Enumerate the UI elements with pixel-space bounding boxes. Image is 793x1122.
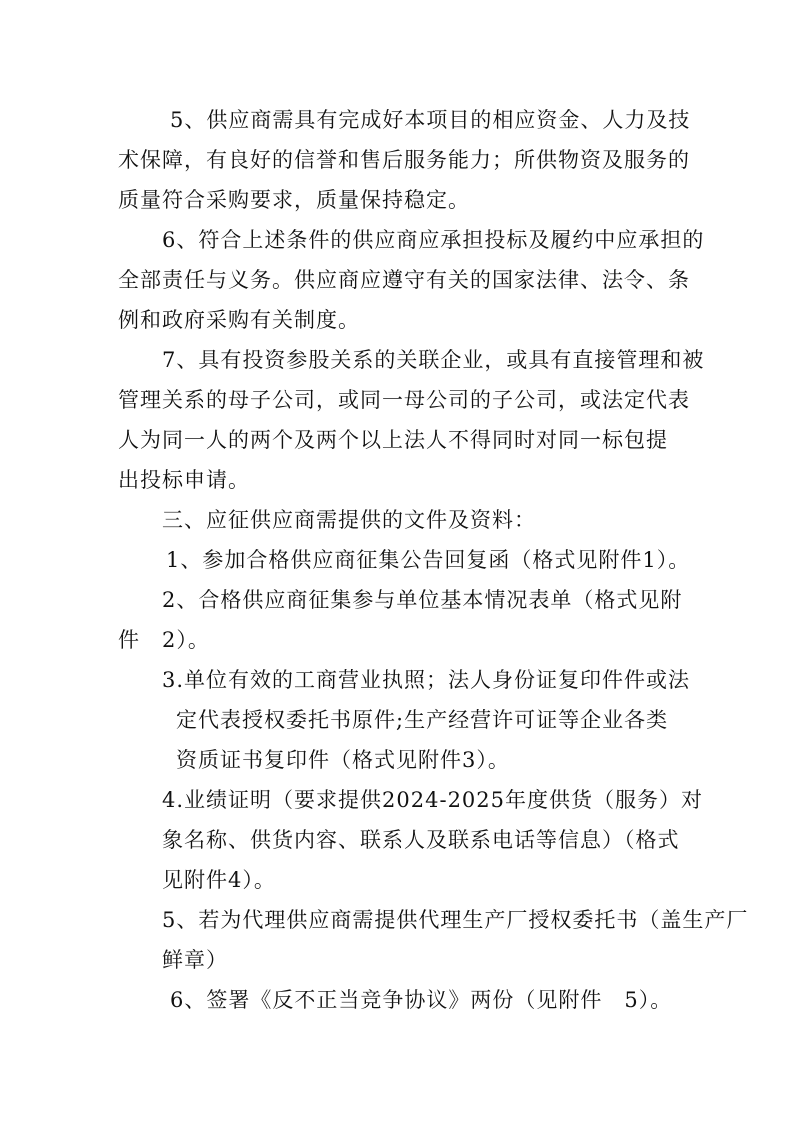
section-heading-required-documents	[162, 500, 536, 540]
text-line: 鲜章）	[162, 948, 228, 972]
list-item-business-license	[162, 660, 690, 780]
paragraph-supplier-capability	[118, 100, 690, 220]
text-line: 出投标申请。	[118, 468, 250, 492]
text-line: 3.单位有效的工商营业执照；法人身份证复印件件或法	[162, 668, 691, 692]
text-line: 5、供应商需具有完成好本项目的相应资金、人力及技	[170, 108, 691, 132]
text-line: 5、若为代理供应商需提供代理生产厂授权委托书（盖生产厂	[162, 908, 749, 932]
text-line: 三、应征供应商需提供的文件及资料：	[162, 508, 536, 532]
text-line: 见附件4）。	[162, 868, 276, 892]
text-line: 术保障，有良好的信誉和售后服务能力；所供物资及服务的	[118, 148, 690, 172]
paragraph-related-enterprises	[118, 340, 704, 500]
list-item-basic-info-form	[118, 580, 682, 660]
text-line: 定代表授权委托书原件;生产经营许可证等企业各类	[176, 708, 669, 732]
list-item-performance-proof	[162, 780, 703, 900]
text-line: 4.业绩证明（要求提供2024-2025年度供货（服务）对	[162, 788, 704, 812]
text-line: 质量符合采购要求，质量保持稳定。	[118, 188, 470, 212]
text-line: 例和政府采购有关制度。	[118, 308, 360, 332]
text-line: 6、签署《反不正当竞争协议》两份（见附件 5）。	[170, 988, 673, 1012]
text-line: 7、具有投资参股关系的关联企业，或具有直接管理和被	[162, 348, 705, 372]
text-line: 资质证书复印件（格式见附件3）。	[176, 748, 510, 772]
list-item-reply-letter	[166, 540, 690, 580]
text-line: 人为同一人的两个及两个以上法人不得同时对同一标包提	[118, 428, 668, 452]
paragraph-supplier-responsibility	[118, 220, 704, 340]
text-line: 象名称、供货内容、联系人及联系电话等信息）（格式	[162, 828, 680, 852]
text-line: 全部责任与义务。供应商应遵守有关的国家法律、法令、条	[118, 268, 690, 292]
text-line: 6、符合上述条件的供应商应承担投标及履约中应承担的	[162, 228, 705, 252]
text-line: 管理关系的母子公司，或同一母公司的子公司，或法定代表	[118, 388, 690, 412]
list-item-anti-unfair-competition	[170, 980, 672, 1020]
list-item-agent-authorization	[162, 900, 748, 980]
text-line: 1、参加合格供应商征集公告回复函（格式见附件1）。	[166, 548, 691, 572]
text-line: 2、合格供应商征集参与单位基本情况表单（格式见附	[162, 588, 683, 612]
text-line: 件 2）。	[118, 628, 210, 652]
